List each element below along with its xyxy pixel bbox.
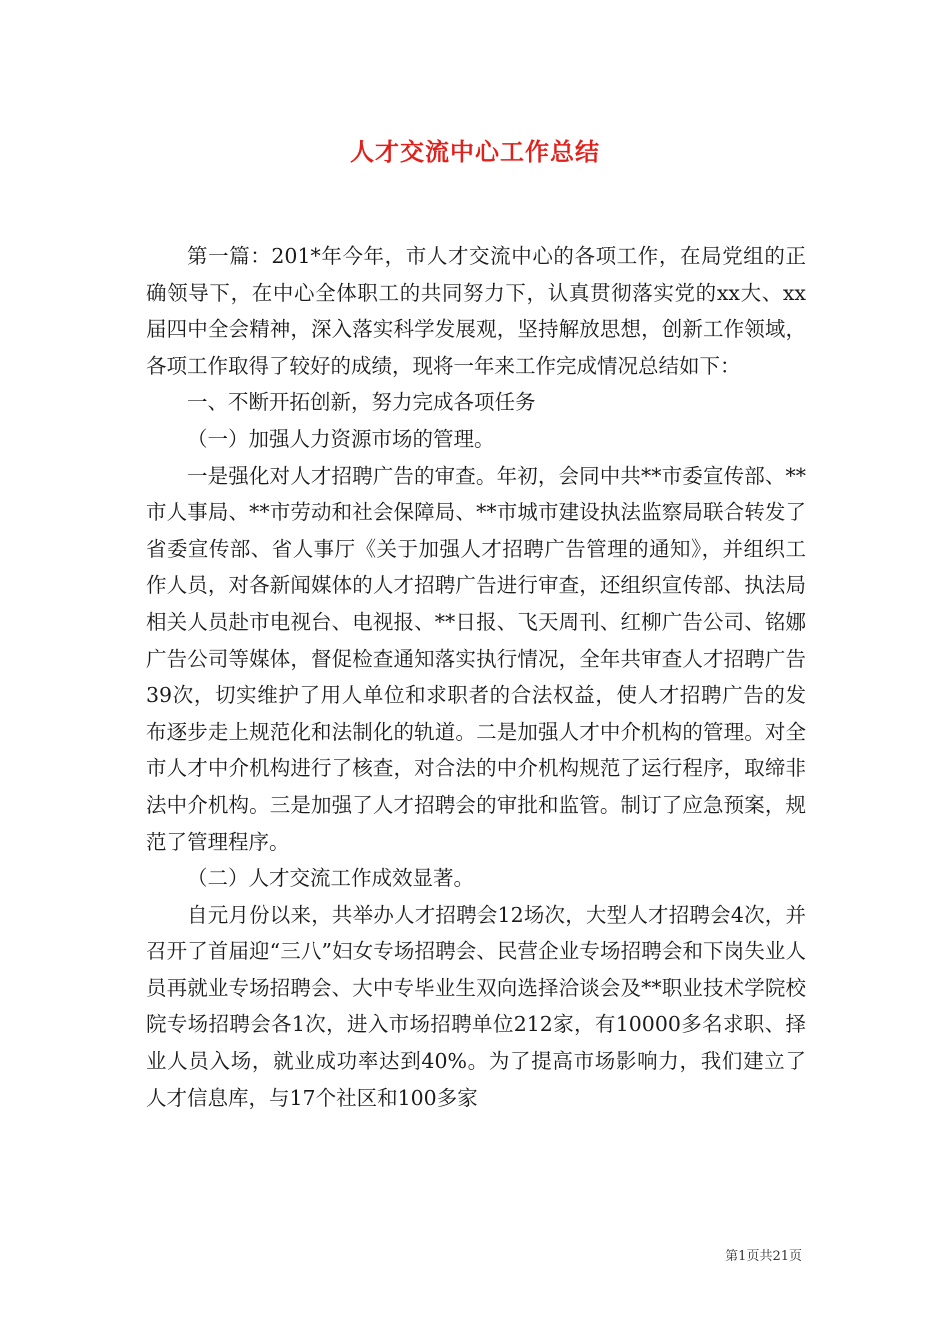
subsection-heading-2: （二）人才交流工作成效显著。 (187, 866, 474, 891)
paragraph-market-management: 一是强化对人才招聘广告的审查。年初，会同中共**市委宣传部、**市人事局、**市劳动和社会保障局、**市城市建设执法监察局联合转发了省委宣传部、省人事厅《关于加强人才招聘广告管理的通知》，并组织工作人员，对各新闻媒体的人才招聘广告进行审查，还组织宣传部、执法局相关人员赴市电视台、电视报、**日报、飞天周刊、红柳广告公司、铭娜广告公司等媒体，督促检查通知落实执行情况，全年共审查人才招聘广告39次，切实维护了用人单位和求职者的合法权益，使人才招聘广告的发布逐步走上规范化和法制化的轨道。二是加强人才中介机构的管理。对全市人才中介机构进行了核查，对合法的中介机构规范了运行程序，取缔非法中介机构。三是加强了人才招聘会的审批和监管。制订了应急预案，规范了管理程序。 (146, 463, 806, 854)
section-heading-1: 一、不断开拓创新，努力完成各项任务 (187, 390, 536, 415)
paragraph-intro: 第一篇：201*年今年，市人才交流中心的各项工作，在局党组的正确领导下，在中心全体职工的共同努力下，认真贯彻落实党的xx大、xx届四中全会精神，深入落实科学发展观，坚持解放思想，创新工作领域，各项工作取得了较好的成绩，现将一年来工作完成情况总结如下： (146, 244, 806, 378)
document-title: 人才交流中心工作总结 (350, 138, 600, 166)
document-body (146, 238, 806, 1116)
paragraph-talent-exchange: 自元月份以来，共举办人才招聘会12场次，大型人才招聘会4次，并召开了首届迎“三八”妇女专场招聘会、民营企业专场招聘会和下岗失业人员再就业专场招聘会、大中专毕业生双向选择洽谈会及**职业技术学院校院专场招聘会各1次，进入市场招聘单位212家，有10000多名求职、择业人员入场，就业成功率达到40%。为了提高市场影响力，我们建立了人才信息库，与17个社区和100多家 (146, 902, 806, 1110)
subsection-heading-1: （一）加强人力资源市场的管理。 (187, 426, 495, 451)
page-number: 第1页共21页 (725, 1249, 802, 1264)
